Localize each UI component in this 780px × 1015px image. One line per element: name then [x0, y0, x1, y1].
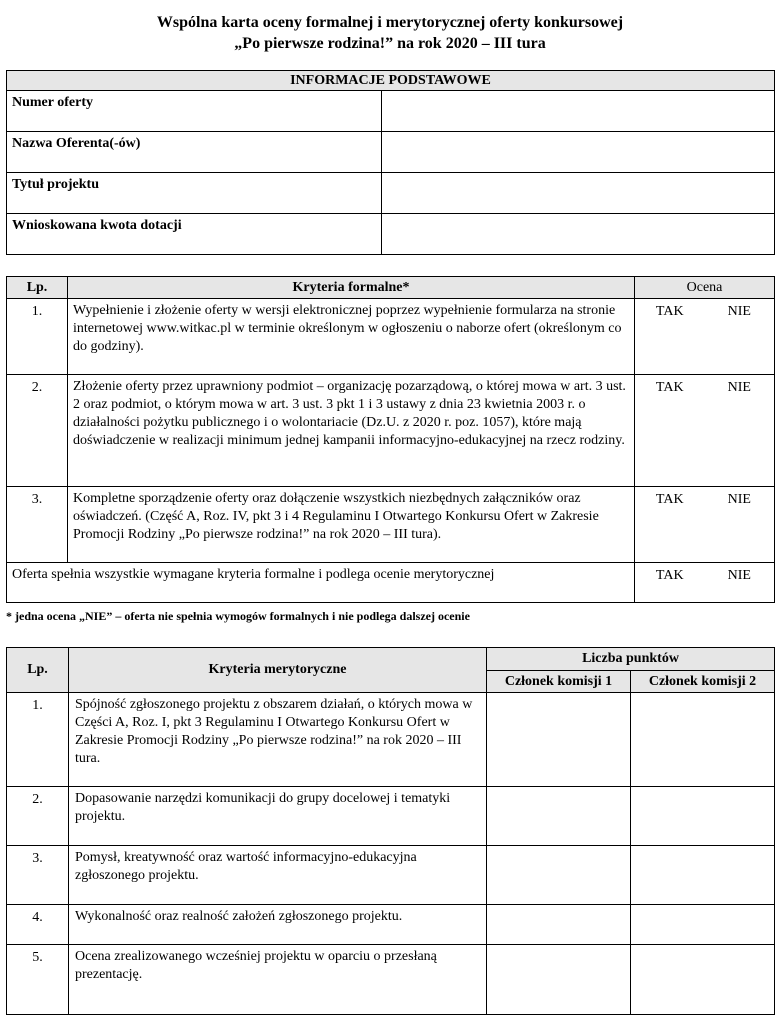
label-project-title: Tytuł projektu	[7, 173, 382, 214]
merit-row-5-text: Ocena zrealizowanego wcześniej projektu w oparciu o przesłaną prezentację.	[69, 945, 487, 1015]
merit-header-member-2: Członek komisji 2	[631, 671, 775, 693]
table-row	[7, 299, 775, 375]
value-offer-number[interactable]	[382, 91, 775, 132]
formal-row-1-text: Wypełnienie i złożenie oferty w wersji elektronicznej poprzez wypełnienie formularza na stronie internetowej www.witkac.pl w terminie określonym w ogłoszeniu o naborze ofert (określonym co do godziny).	[68, 299, 635, 375]
merit-header-lp: Lp.	[7, 648, 69, 693]
merit-criteria-table	[6, 647, 775, 1015]
table-row	[7, 91, 775, 132]
merit-row-3-lp: 3.	[7, 846, 69, 905]
formal-footnote: * jedna ocena „NIE” – oferta nie spełnia wymogów formalnych i nie podlega dalszej ocenie	[6, 609, 470, 623]
table-row	[7, 945, 775, 1015]
formal-row-1-yes[interactable]: TAK	[635, 299, 705, 375]
label-grant-amount: Wnioskowana kwota dotacji	[7, 214, 382, 255]
merit-row-3-text: Pomysł, kreatywność oraz wartość informacyjno-edukacyjna zgłoszonego projektu.	[69, 846, 487, 905]
merit-row-2-text: Dopasowanie narzędzi komunikacji do grupy docelowej i tematyki projektu.	[69, 787, 487, 846]
table-row	[7, 487, 775, 563]
formal-row-1-lp: 1.	[7, 299, 68, 375]
merit-row-5-member-1-score[interactable]	[487, 945, 631, 1015]
merit-row-5-lp: 5.	[7, 945, 69, 1015]
table-row	[7, 563, 775, 603]
formal-summary-yes[interactable]: TAK	[635, 563, 705, 603]
title-line-1: Wspólna karta oceny formalnej i merytorycznej oferty konkursowej	[156, 14, 624, 31]
formal-row-3-yes[interactable]: TAK	[635, 487, 705, 563]
formal-summary-no[interactable]: NIE	[705, 563, 775, 603]
table-row	[7, 693, 775, 787]
table-row	[7, 905, 775, 945]
merit-header-criteria: Kryteria merytoryczne	[69, 648, 487, 693]
formal-row-2-no[interactable]: NIE	[705, 375, 775, 487]
formal-criteria-table	[6, 276, 775, 603]
merit-row-4-member-2-score[interactable]	[631, 905, 775, 945]
basic-info-table	[6, 70, 775, 255]
formal-row-2-lp: 2.	[7, 375, 68, 487]
formal-summary-text: Oferta spełnia wszystkie wymagane kryteria formalne i podlega ocenie merytorycznej	[7, 563, 635, 603]
value-grant-amount[interactable]	[382, 214, 775, 255]
merit-row-4-lp: 4.	[7, 905, 69, 945]
formal-header-criteria: Kryteria formalne*	[68, 277, 635, 299]
formal-row-3-text: Kompletne sporządzenie oferty oraz dołączenie wszystkich niezbędnych załączników oraz oświadczeń. (Część A, Roz. IV, pkt 3 i 4 Regulaminu I Otwartego Konkursu Ofert w Zakresie Promocji Rodziny „Po pierwsze rodzina!” na rok 2020 – III tura).	[68, 487, 635, 563]
merit-row-1-lp: 1.	[7, 693, 69, 787]
formal-row-2-yes[interactable]: TAK	[635, 375, 705, 487]
merit-row-2-lp: 2.	[7, 787, 69, 846]
formal-row-3-lp: 3.	[7, 487, 68, 563]
merit-row-1-text: Spójność zgłoszonego projektu z obszarem działań, o których mowa w Części A, Roz. I, pkt 3 Regulaminu I Otwartego Konkursu Ofert w Zakresie Promocji Rodziny „Po pierwsze rodzina!” na rok 2020 – III tura.	[69, 693, 487, 787]
table-row	[7, 787, 775, 846]
value-project-title[interactable]	[382, 173, 775, 214]
document-title	[0, 12, 780, 54]
merit-row-4-text: Wykonalność oraz realność założeń zgłoszonego projektu.	[69, 905, 487, 945]
label-applicant-name: Nazwa Oferenta(-ów)	[7, 132, 382, 173]
value-applicant-name[interactable]	[382, 132, 775, 173]
table-row	[7, 846, 775, 905]
formal-header-rating: Ocena	[635, 277, 775, 299]
merit-row-2-member-2-score[interactable]	[631, 787, 775, 846]
merit-header-points: Liczba punktów	[487, 648, 775, 671]
merit-row-1-member-1-score[interactable]	[487, 693, 631, 787]
merit-row-4-member-1-score[interactable]	[487, 905, 631, 945]
formal-row-1-no[interactable]: NIE	[705, 299, 775, 375]
merit-row-5-member-2-score[interactable]	[631, 945, 775, 1015]
table-row	[7, 375, 775, 487]
merit-row-3-member-2-score[interactable]	[631, 846, 775, 905]
formal-row-3-no[interactable]: NIE	[705, 487, 775, 563]
table-row	[7, 132, 775, 173]
title-line-2: „Po pierwsze rodzina!” na rok 2020 – III tura	[234, 35, 546, 52]
merit-row-3-member-1-score[interactable]	[487, 846, 631, 905]
table-row	[7, 173, 775, 214]
label-offer-number: Numer oferty	[7, 91, 382, 132]
table-row	[7, 214, 775, 255]
formal-row-2-text: Złożenie oferty przez uprawniony podmiot – organizację pozarządową, o której mowa w art. 3 ust. 2 oraz podmiot, o którym mowa w art. 3 ust. 3 pkt 1 i 3 ustawy z dnia 23 kwietnia 2003 r. o działalności pożytku publicznego i o wolontariacie (Dz.U. z 2020 r. poz. 1057), które mają doświadczenie w realizacji minimum jednej kampanii informacyjno-edukacyjnej na rzecz rodziny.	[68, 375, 635, 487]
formal-header-lp: Lp.	[7, 277, 68, 299]
basic-info-header: INFORMACJE PODSTAWOWE	[7, 71, 775, 91]
merit-row-1-member-2-score[interactable]	[631, 693, 775, 787]
merit-header-member-1: Członek komisji 1	[487, 671, 631, 693]
merit-row-2-member-1-score[interactable]	[487, 787, 631, 846]
